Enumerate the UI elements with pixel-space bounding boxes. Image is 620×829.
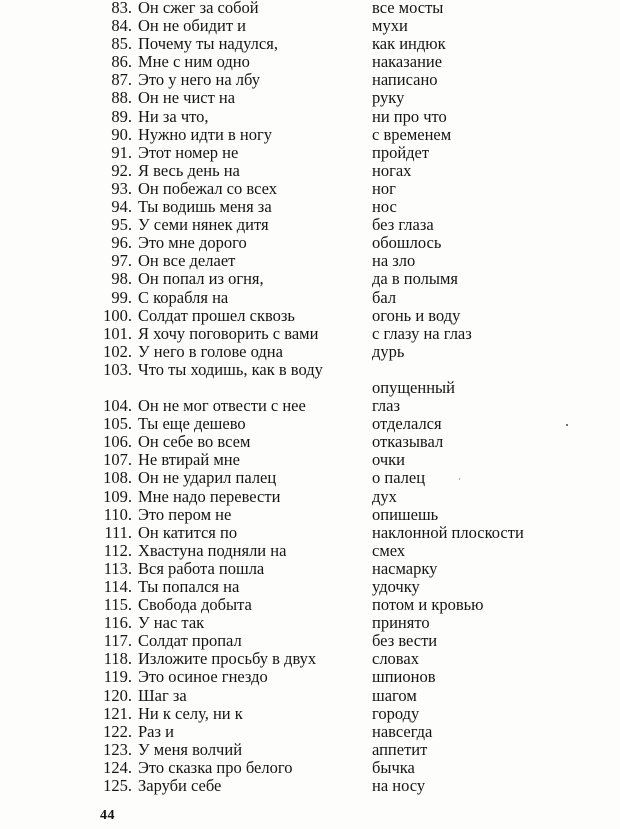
item-number: 114. <box>103 577 132 596</box>
phrase-ending: принято <box>372 613 430 633</box>
item-number: 99. <box>111 287 132 307</box>
list-item <box>0 397 620 415</box>
phrase-ending: ног <box>372 178 396 198</box>
list-item <box>0 777 620 795</box>
phrase-ending: без вести <box>372 631 438 651</box>
list-item <box>0 198 620 216</box>
item-number: 116. <box>103 613 132 633</box>
list-item <box>0 289 620 307</box>
phrase-start: Он сжег за собой <box>138 0 259 17</box>
phrase-start: Солдат пропал <box>138 631 242 651</box>
phrase-start: Хвастуна подняли на <box>138 540 287 560</box>
item-number: 88. <box>111 88 132 108</box>
item-number: 113. <box>103 558 132 578</box>
phrase-start: Ни за что, <box>138 106 209 126</box>
list-item <box>0 632 620 650</box>
list-item <box>0 723 620 741</box>
phrase-ending: руку <box>372 88 405 108</box>
list-item <box>0 35 620 53</box>
phrase-start: У него в голове одна <box>138 341 283 361</box>
phrase-ending: опущенный <box>372 377 455 397</box>
phrase-start: Что ты ходишь, как в воду <box>138 359 323 379</box>
phrase-start: Шаг за <box>138 685 187 705</box>
phrase-start: Он попал из огня, <box>138 269 264 289</box>
phrase-ending: бал <box>372 287 397 307</box>
phrase-start: Мне надо перевести <box>138 486 281 506</box>
item-number: 111. <box>104 522 132 542</box>
page-number: 44 <box>100 808 115 823</box>
phrase-start: Изложите просьбу в двух <box>138 649 317 669</box>
item-number: 98. <box>111 269 132 289</box>
item-number: 110. <box>103 504 132 524</box>
phrase-start: Свобода добыта <box>138 595 252 615</box>
list-item <box>0 741 620 759</box>
phrase-start: Это пером не <box>138 504 232 524</box>
list-item <box>0 705 620 723</box>
phrase-start: Ты еще дешево <box>138 414 246 434</box>
item-number: 94. <box>111 197 132 217</box>
list-item <box>0 560 620 578</box>
phrase-start: У нас так <box>138 613 205 633</box>
list-item <box>0 687 620 705</box>
phrase-ending: о палец <box>372 468 426 488</box>
list-item <box>0 252 620 270</box>
phrase-start: Это сказка про белого <box>138 757 293 777</box>
print-speck <box>459 478 460 480</box>
list-item <box>0 343 620 361</box>
list-item <box>0 524 620 542</box>
list-item <box>0 71 620 89</box>
phrase-start: Он не обидит и <box>138 16 247 36</box>
phrase-start: Он не ударил палец <box>138 468 277 488</box>
list-item <box>0 307 620 325</box>
phrase-start: Солдат прошел сквозь <box>138 305 295 325</box>
phrase-ending: смех <box>372 540 406 560</box>
phrase-start: У меня волчий <box>138 739 243 759</box>
phrase-ending: городу <box>372 703 420 723</box>
phrase-start: Ты попался на <box>138 577 240 596</box>
phrase-start: Он не мог отвести с нее <box>138 396 306 416</box>
item-number: 120. <box>103 685 132 705</box>
list-item <box>0 759 620 777</box>
item-number: 125. <box>103 776 132 796</box>
list-item <box>0 108 620 126</box>
item-number: 104. <box>103 396 132 416</box>
phrase-ending: с глазу на глаз <box>372 323 472 343</box>
phrase-ending: дух <box>372 486 397 506</box>
phrase-start: Он все делает <box>138 251 236 271</box>
phrase-start: Вся работа пошла <box>138 558 265 578</box>
list-item <box>0 234 620 252</box>
phrase-ending: отказывал <box>372 432 444 452</box>
item-number: 102. <box>103 341 132 361</box>
phrase-ending: опишешь <box>372 504 439 524</box>
phrase-ending: пройдет <box>372 142 430 162</box>
phrase-ending: отделался <box>372 414 442 434</box>
phrase-ending: как индюк <box>372 34 446 54</box>
list-item <box>0 17 620 35</box>
list-item <box>0 325 620 343</box>
list-item <box>0 89 620 107</box>
phrase-start: Мне с ним одно <box>138 52 250 72</box>
list-item <box>0 488 620 506</box>
item-number: 92. <box>111 160 132 180</box>
phrase-ending: на носу <box>372 776 426 796</box>
phrase-start: Нужно идти в ногу <box>138 124 272 144</box>
phrase-start: С корабля на <box>138 287 229 307</box>
phrase-ending: удочку <box>372 577 420 596</box>
phrase-ending: да в полымя <box>372 269 458 289</box>
list-item <box>0 650 620 668</box>
list-item <box>0 433 620 451</box>
item-number: 107. <box>103 450 132 470</box>
item-number: 103. <box>103 359 132 379</box>
phrase-start: Этот номер не <box>138 142 239 162</box>
phrase-start: Не втирай мне <box>138 450 240 470</box>
phrase-start: Это мне дорого <box>138 233 247 253</box>
item-number: 90. <box>111 124 132 144</box>
phrase-ending: огонь и воду <box>372 305 461 325</box>
item-number: 85. <box>111 34 132 54</box>
phrase-start: Ты водишь меня за <box>138 197 272 217</box>
phrase-start: Это осиное гнездо <box>138 667 268 687</box>
phrase-start: Заруби себе <box>138 776 222 796</box>
list-item <box>0 361 620 397</box>
item-number: 87. <box>111 70 132 90</box>
phrase-ending: бычка <box>372 757 415 777</box>
phrase-ending: наказание <box>372 52 443 72</box>
item-number: 119. <box>103 667 132 687</box>
phrase-start: Я хочу поговорить с вами <box>138 323 319 343</box>
list-item <box>0 0 620 17</box>
item-number: 86. <box>111 52 132 72</box>
phrase-ending: навсегда <box>372 721 433 741</box>
list-item <box>0 668 620 686</box>
phrase-ending: написано <box>372 70 438 90</box>
list-item <box>0 415 620 433</box>
phrase-ending: потом и кровью <box>372 595 484 615</box>
item-number: 121. <box>103 703 132 723</box>
item-number: 84. <box>111 16 132 36</box>
phrase-ending: ногах <box>372 160 412 180</box>
phrase-ending: все мосты <box>372 0 444 17</box>
list-item <box>0 614 620 632</box>
phrase-ending: нос <box>372 197 397 217</box>
item-number: 96. <box>111 233 132 253</box>
phrase-start: Он побежал со всех <box>138 178 277 198</box>
item-number: 100. <box>103 305 132 325</box>
phrase-ending: глаз <box>372 396 401 416</box>
item-number: 109. <box>103 486 132 506</box>
item-number: 106. <box>103 432 132 452</box>
list-item <box>0 578 620 596</box>
list-item <box>0 270 620 288</box>
phrase-ending: с временем <box>372 124 452 144</box>
item-number: 89. <box>111 106 132 126</box>
print-speck <box>566 424 568 426</box>
list-item <box>0 180 620 198</box>
phrase-ending: наклонной плоскости <box>372 522 524 542</box>
item-number: 101. <box>103 323 132 343</box>
phrase-ending: словах <box>372 649 419 669</box>
phrase-start: Ни к селу, ни к <box>138 703 243 723</box>
item-number: 117. <box>103 631 132 651</box>
item-number: 108. <box>103 468 132 488</box>
item-number: 112. <box>103 540 132 560</box>
list-item <box>0 216 620 234</box>
item-number: 105. <box>103 414 132 434</box>
list-item <box>0 53 620 71</box>
phrase-ending: без глаза <box>372 215 434 235</box>
item-number: 118. <box>103 649 132 669</box>
phrase-ending: дурь <box>372 341 405 361</box>
list-item <box>0 469 620 487</box>
phrase-ending: аппетит <box>372 739 428 759</box>
phrase-start: Он себе во всем <box>138 432 251 452</box>
phrase-start: Он катится по <box>138 522 238 542</box>
phrase-ending: мухи <box>372 16 408 36</box>
list-item <box>0 451 620 469</box>
phrase-start: Я весь день на <box>138 160 240 180</box>
phrase-ending: обошлось <box>372 233 442 253</box>
item-number: 97. <box>111 251 132 271</box>
phrase-start: Это у него на лбу <box>138 70 261 90</box>
list-item <box>0 596 620 614</box>
list-item <box>0 542 620 560</box>
item-number: 122. <box>103 721 132 741</box>
phrase-ending: на зло <box>372 251 416 271</box>
phrase-start: Раз и <box>138 721 174 741</box>
item-number: 124. <box>103 757 132 777</box>
item-number: 83. <box>111 0 132 17</box>
phrase-start: Почему ты надулся, <box>138 34 278 54</box>
item-number: 93. <box>111 178 132 198</box>
item-number: 115. <box>103 595 132 615</box>
phrase-ending: шагом <box>372 685 417 705</box>
list-item <box>0 162 620 180</box>
list-item <box>0 144 620 162</box>
phrase-start: У семи нянек дитя <box>138 215 269 235</box>
phrase-ending: шпионов <box>372 667 436 687</box>
item-number: 91. <box>111 142 132 162</box>
item-number: 95. <box>111 215 132 235</box>
list-item <box>0 126 620 144</box>
phrase-ending: ни про что <box>372 106 447 126</box>
phrase-ending: насмарку <box>372 558 438 578</box>
phrase-start: Он не чист на <box>138 88 236 108</box>
phrase-ending: очки <box>372 450 405 470</box>
list-item <box>0 506 620 524</box>
item-number: 123. <box>103 739 132 759</box>
